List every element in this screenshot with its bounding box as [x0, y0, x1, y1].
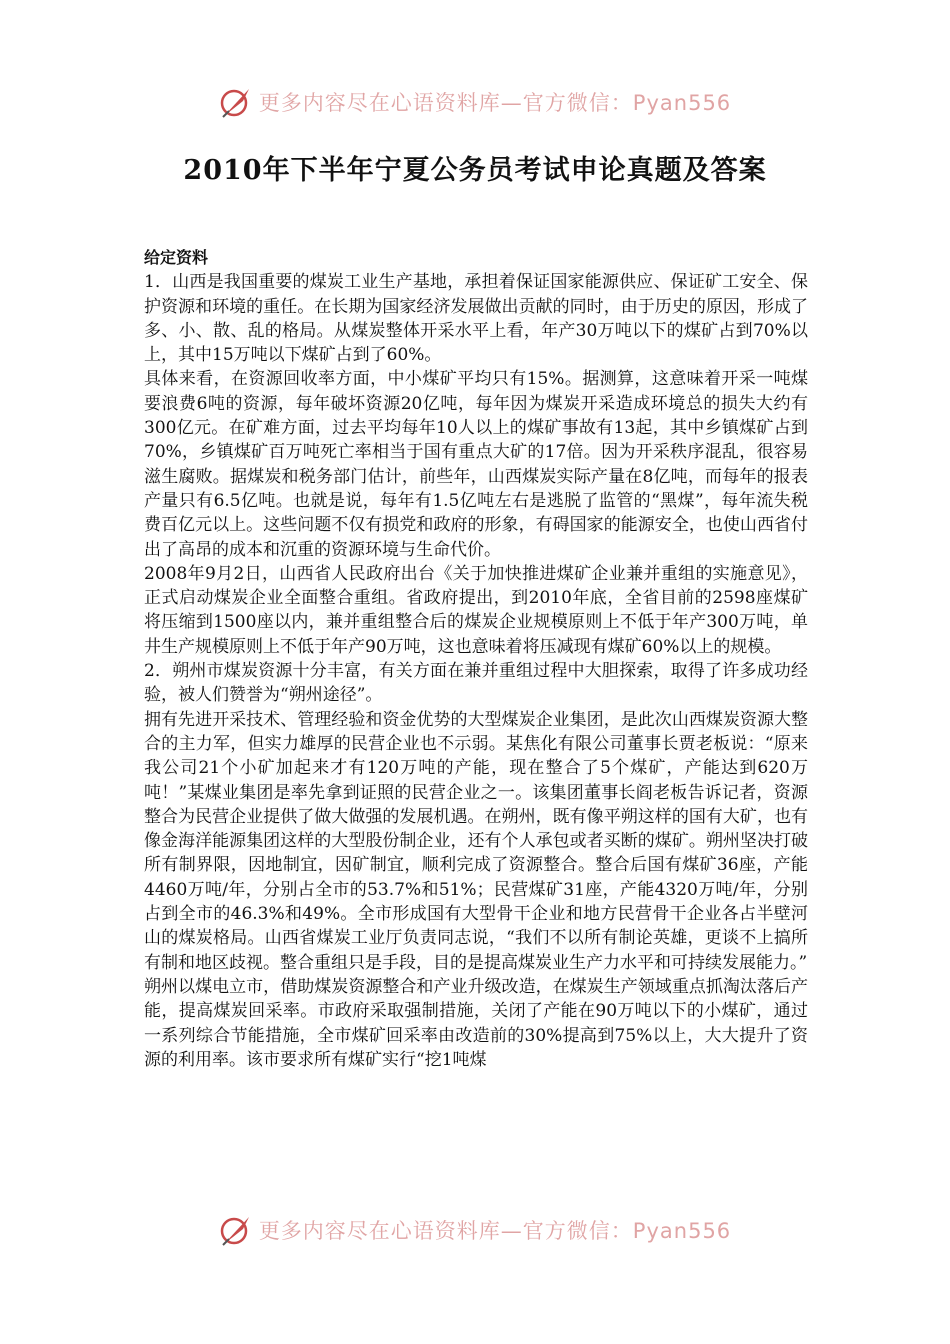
page-title: 2010年下半年宁夏公务员考试申论真题及答案	[183, 155, 767, 186]
paragraph: 2．朔州市煤炭资源十分丰富，有关方面在兼并重组过程中大胆探索，取得了许多成功经验，被人们赞誉为“朔州途径”。	[144, 661, 808, 706]
banner-text: 更多内容尽在心语资料库—官方微信：Pyan556	[258, 1219, 732, 1243]
document-body	[144, 246, 808, 1072]
paragraph: 朔州以煤电立市，借助煤炭资源整合和产业升级改造，在煤炭生产领域重点抓淘汰落后产能，提高煤炭回采率。市政府采取强制措施，关闭了产能在90万吨以下的小煤矿，通过一系列综合节能措施，全市煤矿回采率由改造前的30%提高到75%以上，大大提升了资源的利用率。该市要求所有煤矿实行“挖1吨煤	[144, 976, 808, 1070]
paragraph: 2008年9月2日，山西省人民政府出台《关于加快推进煤矿企业兼并重组的实施意见》，正式启动煤炭企业全面整合重组。省政府提出，到2010年底，全省目前的2598座煤矿将压缩到1500座以内，兼并重组整合后的煤炭企业规模原则上不低于年产300万吨，单井生产规模原则上不低于年产90万吨，这也意味着将压减现有煤矿60%以上的规模。	[144, 563, 808, 657]
paragraph: 1．山西是我国重要的煤炭工业生产基地，承担着保证国家能源供应、保证矿工安全、保护资源和环境的重任。在长期为国家经济发展做出贡献的同时，由于历史的原因，形成了多、小、散、乱的格局。从煤炭整体开采水平上看，年产30万吨以下的煤矿占到70%以上，其中15万吨以下煤矿占到了60%。	[144, 272, 808, 366]
section-heading: 给定资料	[144, 248, 209, 267]
paragraph: 具体来看，在资源回收率方面，中小煤矿平均只有15%。据测算，这意味着开采一吨煤要浪费6吨的资源，每年破坏资源20亿吨，每年因为煤炭开采造成环境总的损失大约有300亿元。在矿难方面，过去平均每年10人以上的煤矿事故有13起，其中乡镇煤矿占到70%，乡镇煤矿百万吨死亡率相当于国有重点大矿的17倍。因为开采秩序混乱，很容易滋生腐败。据煤炭和税务部门估计，前些年，山西煤炭实际产量在8亿吨，而每年的报表产量只有6.5亿吨。也就是说，每年有1.5亿吨左右是逃脱了监管的“黑煤”，每年流失税费百亿元以上。这些问题不仅有损党和政府的形象，有碍国家的能源安全，也使山西省付出了高昂的成本和沉重的资源环境与生命代价。	[144, 369, 808, 560]
banner-content	[219, 1213, 731, 1247]
quill-pen-icon	[219, 1213, 253, 1247]
banner-text: 更多内容尽在心语资料库—官方微信：Pyan556	[258, 91, 732, 115]
quill-pen-icon	[219, 85, 253, 119]
footer-banner	[0, 1210, 950, 1250]
header-banner	[0, 82, 950, 122]
banner-content	[219, 85, 731, 119]
paragraph: 拥有先进开采技术、管理经验和资金优势的大型煤炭企业集团，是此次山西煤炭资源大整合的主力军，但实力雄厚的民营企业也不示弱。某焦化有限公司董事长贾老板说：“原来我公司21个小矿加起来才有120万吨的产能，现在整合了5个煤矿，产能达到620万吨！”某煤业集团是率先拿到证照的民营企业之一。该集团董事长阎老板告诉记者，资源整合为民营企业提供了做大做强的发展机遇。在朔州，既有像平朔这样的国有大矿，也有像金海洋能源集团这样的大型股份制企业，还有个人承包或者买断的煤矿。朔州坚决打破所有制界限，因地制宜，因矿制宜，顺利完成了资源整合。整合后国有煤矿36座，产能4460万吨/年，分别占全市的53.7%和51%；民营煤矿31座，产能4320万吨/年，分别占到全市的46.3%和49%。全市形成国有大型骨干企业和地方民营骨干企业各占半壁河山的煤炭格局。山西省煤炭工业厅负责同志说，“我们不以所有制论英雄，更谈不上搞所有制和地区歧视。整合重组只是手段，目的是提高煤炭业生产力水平和可持续发展能力。”	[144, 709, 808, 973]
